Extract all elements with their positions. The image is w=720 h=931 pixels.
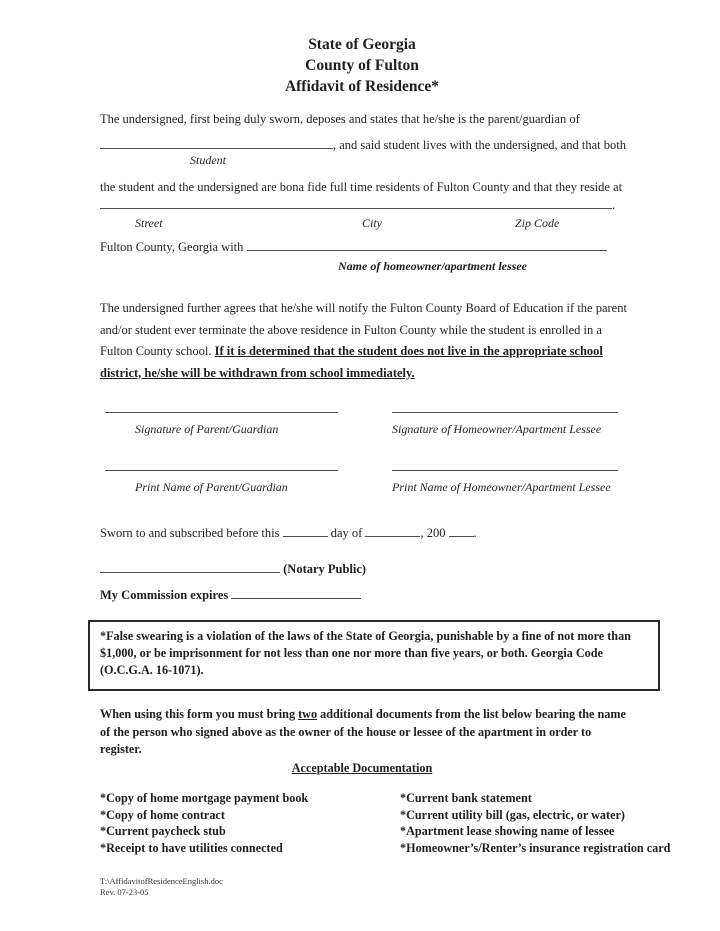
zip-code-label: Zip Code <box>515 216 560 230</box>
notary-row <box>100 560 366 577</box>
address-labels-row <box>100 216 660 232</box>
documents-right-column <box>400 790 700 856</box>
list-item: *Copy of home mortgage payment book <box>100 791 309 805</box>
acceptable-documentation-heading-row <box>100 759 624 777</box>
documents-left-column <box>100 790 400 856</box>
list-item: *Copy of home contract <box>100 807 225 822</box>
student-name-blank <box>100 136 333 149</box>
acceptable-documentation-heading: Acceptable Documentation <box>291 761 433 775</box>
list-item: *Current bank statement <box>400 791 532 805</box>
address-blank-row <box>100 196 615 213</box>
sworn-row <box>100 524 477 541</box>
sworn-end-period: . <box>473 526 477 540</box>
para1-line1: The undersigned, first being duly sworn, deposes and states that he/she is the parent/guardian of <box>100 112 580 126</box>
footer-filename: T:\AffidavitofResidenceEnglish.doc <box>100 876 223 886</box>
day-number-blank <box>283 524 328 537</box>
para2 <box>100 298 630 384</box>
footer-revision: Rev. 07-23-05 <box>100 887 149 897</box>
list-item: *Current paycheck stub <box>100 824 226 838</box>
signature-labels-row <box>100 422 660 438</box>
instructions-after-two: additional documents from the list below bearing the name of the person who signed above as the owner of the house or lessee of the apartment in order to register. <box>100 707 626 756</box>
address-line-period: . <box>612 198 616 212</box>
list-item: *Apartment lease showing name of lessee <box>400 824 615 838</box>
signature-lines-row <box>100 400 624 414</box>
print-name-labels-row <box>100 480 660 496</box>
instructions-before-two: When using this form you must bring <box>100 707 299 721</box>
signature-parent-blank <box>105 400 338 413</box>
para1-line3: the student and the undersigned are bona fide full time residents of Fulton County and that they reside at <box>100 180 623 194</box>
print-parent-label: Print Name of Parent/Guardian <box>135 480 288 494</box>
commission-row <box>100 586 361 603</box>
year-blank <box>449 524 474 537</box>
fulton-county-row <box>100 238 607 255</box>
print-name-lines-row <box>100 458 624 472</box>
signature-homeowner-label: Signature of Homeowner/Apartment Lessee <box>392 422 602 436</box>
print-homeowner-blank <box>392 458 618 471</box>
false-swearing-warning-box <box>88 620 660 691</box>
list-item: *Current utility bill (gas, electric, or water) <box>400 807 625 822</box>
commission-prefix: My Commission expires <box>100 588 229 602</box>
print-homeowner-label: Print Name of Homeowner/Apartment Lessee <box>392 480 611 494</box>
para2-normal: The undersigned further agrees that he/she will notify the Fulton County Board of Education if the parent and/or student ever terminate the above residence in Fulton County while the student is enrolled in a Fulton County school. <box>100 301 627 358</box>
para2-bold-underline: If it is determined that the student does not live in the appropriate school district, he/she will be withdrawn from school immediately. <box>100 344 603 380</box>
month-blank <box>365 524 420 537</box>
sworn-year-prefix: , 200 <box>420 526 446 540</box>
sworn-prefix: Sworn to and subscribed before this <box>100 526 280 540</box>
acceptable-documents-lists <box>100 790 700 856</box>
print-parent-blank <box>105 458 338 471</box>
title-county: County of Fulton <box>305 57 419 74</box>
notary-signature-blank <box>100 560 280 573</box>
instructions-paragraph <box>100 706 628 759</box>
para1-student-row <box>100 136 626 153</box>
homeowner-name-blank <box>247 238 607 251</box>
city-label: City <box>362 216 382 230</box>
warning-text: *False swearing is a violation of the laws of the State of Georgia, punishable by a fine of not more than $1,000, or be imprisonment for not less than one nor more than five years, or both. Georgia Code (O.C.G.A. 16-1071). <box>100 629 631 677</box>
title-state: State of Georgia <box>308 36 416 53</box>
commission-date-blank <box>231 586 361 599</box>
document-footer <box>100 876 223 898</box>
street-label: Street <box>135 216 163 230</box>
list-item: *Receipt to have utilities connected <box>100 840 283 855</box>
signature-parent-label: Signature of Parent/Guardian <box>135 422 279 436</box>
title-document: Affidavit of Residence* <box>284 78 440 95</box>
instructions-two-underlined: two <box>298 707 318 721</box>
para1-after-student-blank: , and said student lives with the undersigned, and that both <box>333 138 627 152</box>
notary-public-label: (Notary Public) <box>283 562 367 576</box>
signature-homeowner-blank <box>392 400 618 413</box>
sworn-day-of: day of <box>330 526 363 540</box>
homeowner-field-label: Name of homeowner/apartment lessee <box>338 259 527 273</box>
student-field-label: Student <box>190 153 226 167</box>
list-item: *Homeowner’s/Renter’s insurance registration card <box>400 840 671 855</box>
document-title-block <box>100 34 624 97</box>
address-blank <box>100 196 612 209</box>
fulton-prefix: Fulton County, Georgia with <box>100 240 244 254</box>
